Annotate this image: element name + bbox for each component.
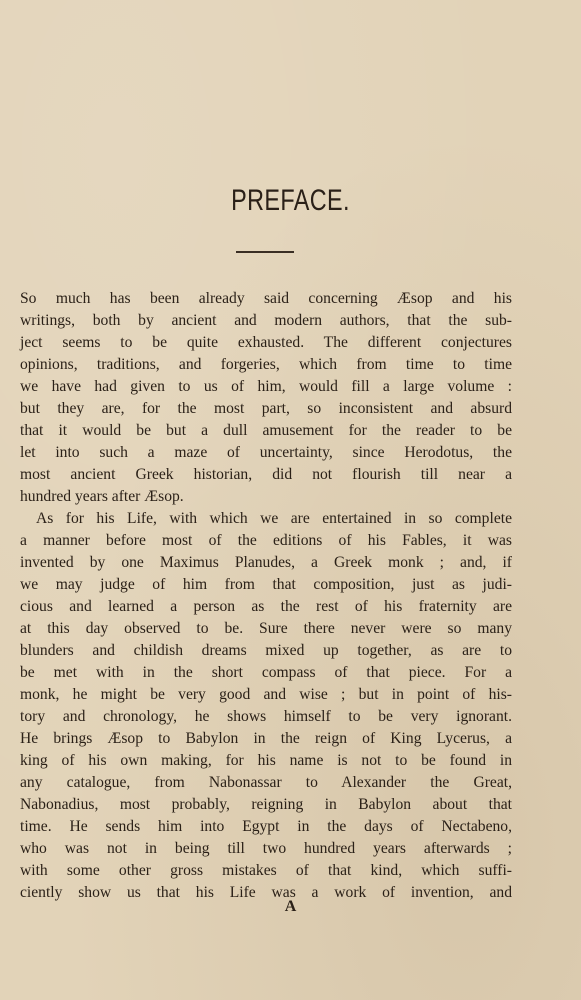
text-line: be met with in the short compass of that piece. For a — [20, 664, 512, 681]
text-line: opinions, traditions, and forgeries, which from time to time — [20, 356, 512, 373]
text-line: let into such a maze of uncertainty, since Herodotus, the — [20, 444, 512, 461]
text-line: He brings Æsop to Babylon in the reign of King Lycerus, a — [20, 730, 512, 747]
signature-mark: A — [284, 898, 297, 915]
text-line: who was not in being till two hundred years afterwards ; — [20, 840, 512, 857]
text-line: that it would be but a dull amusement for the reader to be — [20, 422, 512, 439]
text-line: Nabonadius, most probably, reigning in Babylon about that — [20, 796, 512, 813]
text-line: any catalogue, from Nabonassar to Alexander the Great, — [20, 774, 512, 791]
text-line: ject seems to be quite exhausted. The different conjectures — [20, 334, 512, 351]
text-line: most ancient Greek historian, did not flourish till near a — [20, 466, 512, 483]
text-line: we may judge of him from that composition, just as judi- — [20, 576, 512, 593]
title-divider — [236, 251, 294, 253]
text-line: tory and chronology, he shows himself to be very ignorant. — [20, 708, 512, 725]
text-line: king of his own making, for his name is not to be found in — [20, 752, 512, 769]
text-line: time. He sends him into Egypt in the days of Nectabeno, — [20, 818, 512, 835]
page-title: PREFACE. — [231, 184, 350, 217]
text-line: at this day observed to be. Sure there never were so many — [20, 620, 512, 637]
text-line: a manner before most of the editions of his Fables, it was — [20, 532, 512, 549]
text-line: ciently show us that his Life was a work of invention, and — [20, 884, 512, 901]
text-line: cious and learned a person as the rest of his fraternity are — [20, 598, 512, 615]
text-line: blunders and childish dreams mixed up together, as are to — [20, 642, 512, 659]
text-line: with some other gross mistakes of that kind, which suffi- — [20, 862, 512, 879]
text-line: So much has been already said concerning Æsop and his — [20, 290, 512, 307]
text-line: invented by one Maximus Planudes, a Greek monk ; and, if — [20, 554, 512, 571]
text-line: As for his Life, with which we are entertained in so complete — [36, 510, 512, 527]
text-line: writings, both by ancient and modern authors, that the sub- — [20, 312, 512, 329]
text-line: but they are, for the most part, so inconsistent and absurd — [20, 400, 512, 417]
text-line: we have had given to us of him, would fill a large volume : — [20, 378, 512, 395]
text-line: hundred years after Æsop. — [20, 488, 184, 505]
body-text — [20, 288, 512, 904]
text-line: monk, he might be very good and wise ; but in point of his- — [20, 686, 512, 703]
